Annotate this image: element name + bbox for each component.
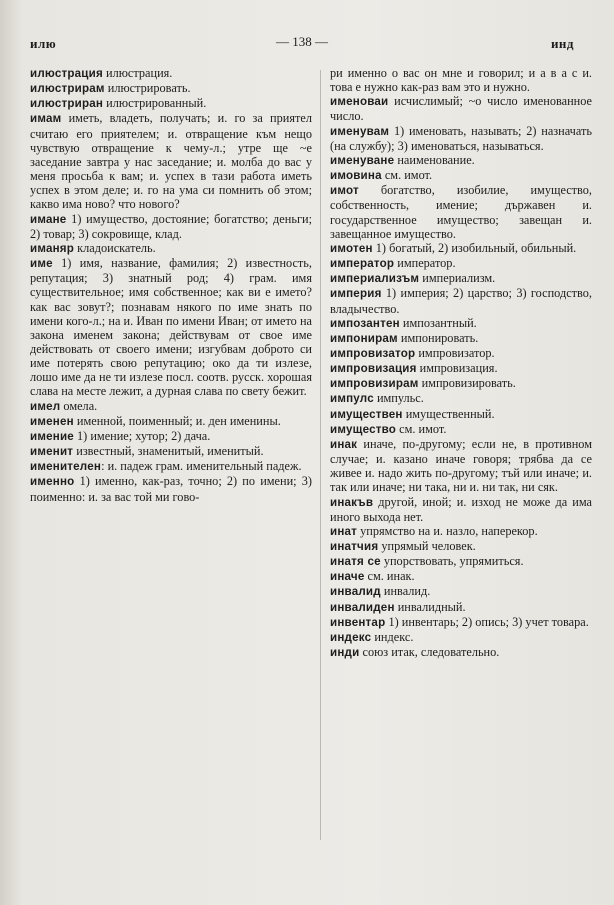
- dictionary-entry: [330, 407, 592, 422]
- entry-definition: импульс.: [373, 391, 424, 406]
- entry-headword: император: [330, 257, 395, 271]
- dictionary-entry: [330, 316, 592, 331]
- dictionary-entry: [330, 615, 592, 630]
- entry-headword: имущество: [330, 422, 397, 436]
- entry-headword: инакъв: [330, 495, 374, 509]
- entry-headword: импровизация: [330, 362, 417, 376]
- dictionary-entry: [30, 66, 312, 81]
- page-number: — 138 —: [276, 34, 328, 49]
- entry-definition: исчислимый; ~о число именованное число.: [330, 94, 592, 124]
- dictionary-entry: [330, 422, 592, 437]
- entry-definition: имущественный.: [402, 406, 495, 421]
- entry-headword: импровизирам: [330, 377, 419, 391]
- entry-headword: инатчия: [330, 540, 379, 553]
- dictionary-entry: [330, 256, 592, 271]
- entry-definition: именной, поименный; и. ден именины.: [73, 413, 281, 428]
- dictionary-entry: [30, 212, 312, 241]
- dictionary-entry: [330, 346, 592, 361]
- entry-definition: упорствовать, упрямиться.: [380, 554, 524, 569]
- dictionary-entry: [330, 495, 592, 524]
- entry-headword: именителен: [30, 460, 102, 474]
- dictionary-entry: [330, 600, 592, 615]
- entry-definition: другой, иной; и. изход не може да има иного выхода нет.: [330, 494, 592, 524]
- dictionary-entry: [330, 168, 592, 183]
- entry-definition: см. имот.: [381, 168, 433, 183]
- entry-definition: импозантный.: [399, 315, 477, 330]
- dictionary-entry: [30, 429, 312, 444]
- entry-headword: именен: [30, 414, 74, 428]
- entry-definition: импровизировать.: [418, 376, 516, 391]
- entry-headword: именно: [30, 475, 75, 489]
- dictionary-entry: [30, 459, 312, 474]
- dictionary-entry: [330, 241, 592, 256]
- entry-headword: имане: [30, 212, 67, 226]
- entry-definition: илюстрация.: [102, 66, 173, 80]
- dictionary-entry: [30, 444, 312, 459]
- dictionary-entry: [330, 153, 592, 168]
- entry-definition: индекс.: [371, 629, 414, 644]
- entry-definition: 1) богатый, 2) изобильный, обильный.: [372, 240, 577, 255]
- dictionary-entry: [330, 376, 592, 391]
- dictionary-entry: [330, 286, 592, 315]
- column-divider: [320, 70, 321, 840]
- entry-headword: именит: [30, 445, 74, 459]
- entry-definition: богатство, изобилие, имущество, собственность, имение; държавен и. государственное имущество; завещан и. завещанное имущество.: [330, 183, 592, 241]
- dictionary-entry: [330, 539, 592, 554]
- entry-definition: иметь, владеть, получать; и. го за приятел считаю его приятелем; и. отвращение към нещо чувствую отвращение к чему-л.; утре ще ~е заседание завтра у нас заседание; и. молба до вас у меня просьба к вам; и. успех в тази работа иметь успех в этом деле; и. го на ума си помнить об этом; какво има ново? что нового?: [30, 111, 312, 212]
- entry-definition: см. инак.: [364, 569, 415, 584]
- entry-definition: инвалидный.: [394, 599, 466, 614]
- entry-definition: кладоискатель.: [74, 240, 156, 255]
- dictionary-entry: [30, 399, 312, 414]
- entry-headword: инатя се: [330, 555, 381, 569]
- entry-definition: 1) именовать, называть; 2) назначать (на службу); 3) именоваться, называться.: [330, 123, 592, 153]
- entry-definition: наименование.: [394, 152, 475, 167]
- entry-headword: имот: [330, 184, 359, 198]
- entry-headword: импулс: [330, 392, 374, 406]
- entry-definition: империализм.: [419, 271, 496, 286]
- dictionary-entry: [330, 331, 592, 346]
- entry-definition: : и. падеж грам. именительный падеж.: [101, 459, 302, 474]
- entry-headword: инвалид: [330, 585, 381, 599]
- entry-headword: инвалиден: [330, 600, 395, 614]
- entry-headword: империализъм: [330, 272, 420, 286]
- entry-definition: импровизатор.: [415, 345, 495, 360]
- entry-definition: иначе, по-другому; если не, в противном случае; и. казано иначе говоря; трябва да се живее и. надо жить по-другому; тъй или иначе; и. так или иначе; ни така, ни и. ни так, ни сяк.: [330, 436, 592, 495]
- page-header: [30, 36, 574, 54]
- dictionary-entry: [30, 256, 312, 399]
- entry-headword: имам: [30, 112, 62, 126]
- dictionary-entry: [30, 96, 312, 111]
- dictionary-entry: [30, 111, 312, 211]
- entry-headword: илюстрация: [30, 67, 103, 80]
- entry-headword: инак: [330, 437, 358, 451]
- entry-headword: илюстриран: [30, 97, 104, 111]
- entry-definition: 1) инвентарь; 2) опись; 3) учет товара.: [385, 614, 589, 629]
- entry-definition: император.: [394, 256, 456, 271]
- entry-definition: илюстрировать.: [104, 81, 191, 96]
- entry-definition: 1) империя; 2) царство; 3) господство, владычество.: [330, 286, 592, 316]
- entry-headword: иначе: [330, 570, 365, 584]
- entry-definition: 1) имение; хутор; 2) дача.: [73, 428, 211, 443]
- dictionary-entry: [30, 241, 312, 256]
- header-right-guideword: инд: [550, 36, 574, 51]
- dictionary-entry: [330, 271, 592, 286]
- entry-headword: импонирам: [330, 331, 398, 345]
- entry-headword: имел: [30, 399, 61, 413]
- dictionary-entry: [330, 569, 592, 584]
- entry-headword: име: [30, 257, 53, 271]
- entry-headword: имуществен: [330, 407, 403, 421]
- left-column: [30, 66, 312, 504]
- dictionary-entry: [330, 524, 592, 539]
- entry-definition: см. имот.: [396, 421, 447, 436]
- entry-headword: империя: [330, 287, 382, 301]
- dictionary-entry: [330, 361, 592, 376]
- dictionary-entry: [330, 183, 592, 241]
- entry-definition: ри именно о вас он мне и говорил; и а в а с и. това е нужно как-раз вам это и нужно.: [330, 66, 592, 95]
- entry-headword: именуване: [330, 153, 395, 167]
- entry-headword: индекс: [330, 630, 372, 644]
- entry-definition: упрямство на и. назло, наперекор.: [357, 523, 538, 538]
- entry-definition: известный, знаменитый, именитый.: [73, 444, 264, 459]
- entry-definition: омела.: [60, 398, 98, 413]
- entry-definition: инвалид.: [380, 584, 431, 599]
- entry-definition: импровизация.: [416, 361, 498, 376]
- entry-headword: инат: [330, 524, 358, 538]
- dictionary-entry: [30, 414, 312, 429]
- entry-headword: имовина: [330, 169, 382, 183]
- entry-headword: именоваи: [330, 95, 389, 109]
- entry-definition: упрямый человек.: [378, 539, 476, 553]
- entry-definition: 1) имущество, достояние; богатство; деньги; 2) товар; 3) сокровище, клад.: [30, 211, 312, 241]
- entry-headword: импозантен: [330, 316, 400, 330]
- entry-definition: илюстрированный.: [103, 96, 207, 111]
- entry-definition: 1) имя, название, фамилия; 2) известность, репутация; 3) знатный род; 4) грам. имя существительное; имя собственное; как ви е името? как вас зовут?; познавам някого по име знать по имени кого-л.; на и. Иван по имени Иван; от името на закона именем закона; действувам от свое име действовать от своего имени; изгубвам доброто си име потерять свою репутацию; око да ти излезе, лошо име да не ти излезе посл. соотв. русск. хорошая слава на месте лежит, а дурная слава по свету бежит.: [30, 256, 312, 399]
- entry-headword: именувам: [330, 124, 390, 138]
- header-left-guideword: илю: [30, 36, 57, 51]
- entry-headword: импровизатор: [330, 346, 416, 360]
- entry-headword: инди: [330, 646, 360, 660]
- entry-headword: иманяр: [30, 241, 75, 255]
- entry-headword: инвентар: [330, 615, 386, 629]
- right-column: [330, 66, 592, 660]
- entry-headword: имение: [30, 429, 74, 443]
- entry-headword: илюстрирам: [30, 82, 105, 96]
- dictionary-entry: [330, 645, 592, 660]
- dictionary-entry: [330, 66, 592, 94]
- dictionary-entry: [330, 124, 592, 153]
- dictionary-entry: [330, 391, 592, 406]
- dictionary-entry: [30, 81, 312, 96]
- dictionary-entry: [330, 584, 592, 599]
- entry-definition: союз итак, следовательно.: [359, 645, 500, 660]
- dictionary-entry: [30, 474, 312, 503]
- dictionary-entry: [330, 94, 592, 123]
- dictionary-entry: [330, 630, 592, 645]
- entry-definition: импонировать.: [397, 330, 479, 345]
- entry-definition: 1) именно, как-раз, точно; 2) по имени; 3) поименно: и. за вас той ми гово-: [30, 474, 312, 504]
- entry-headword: имотен: [330, 241, 373, 255]
- dictionary-entry: [330, 554, 592, 569]
- dictionary-entry: [330, 437, 592, 495]
